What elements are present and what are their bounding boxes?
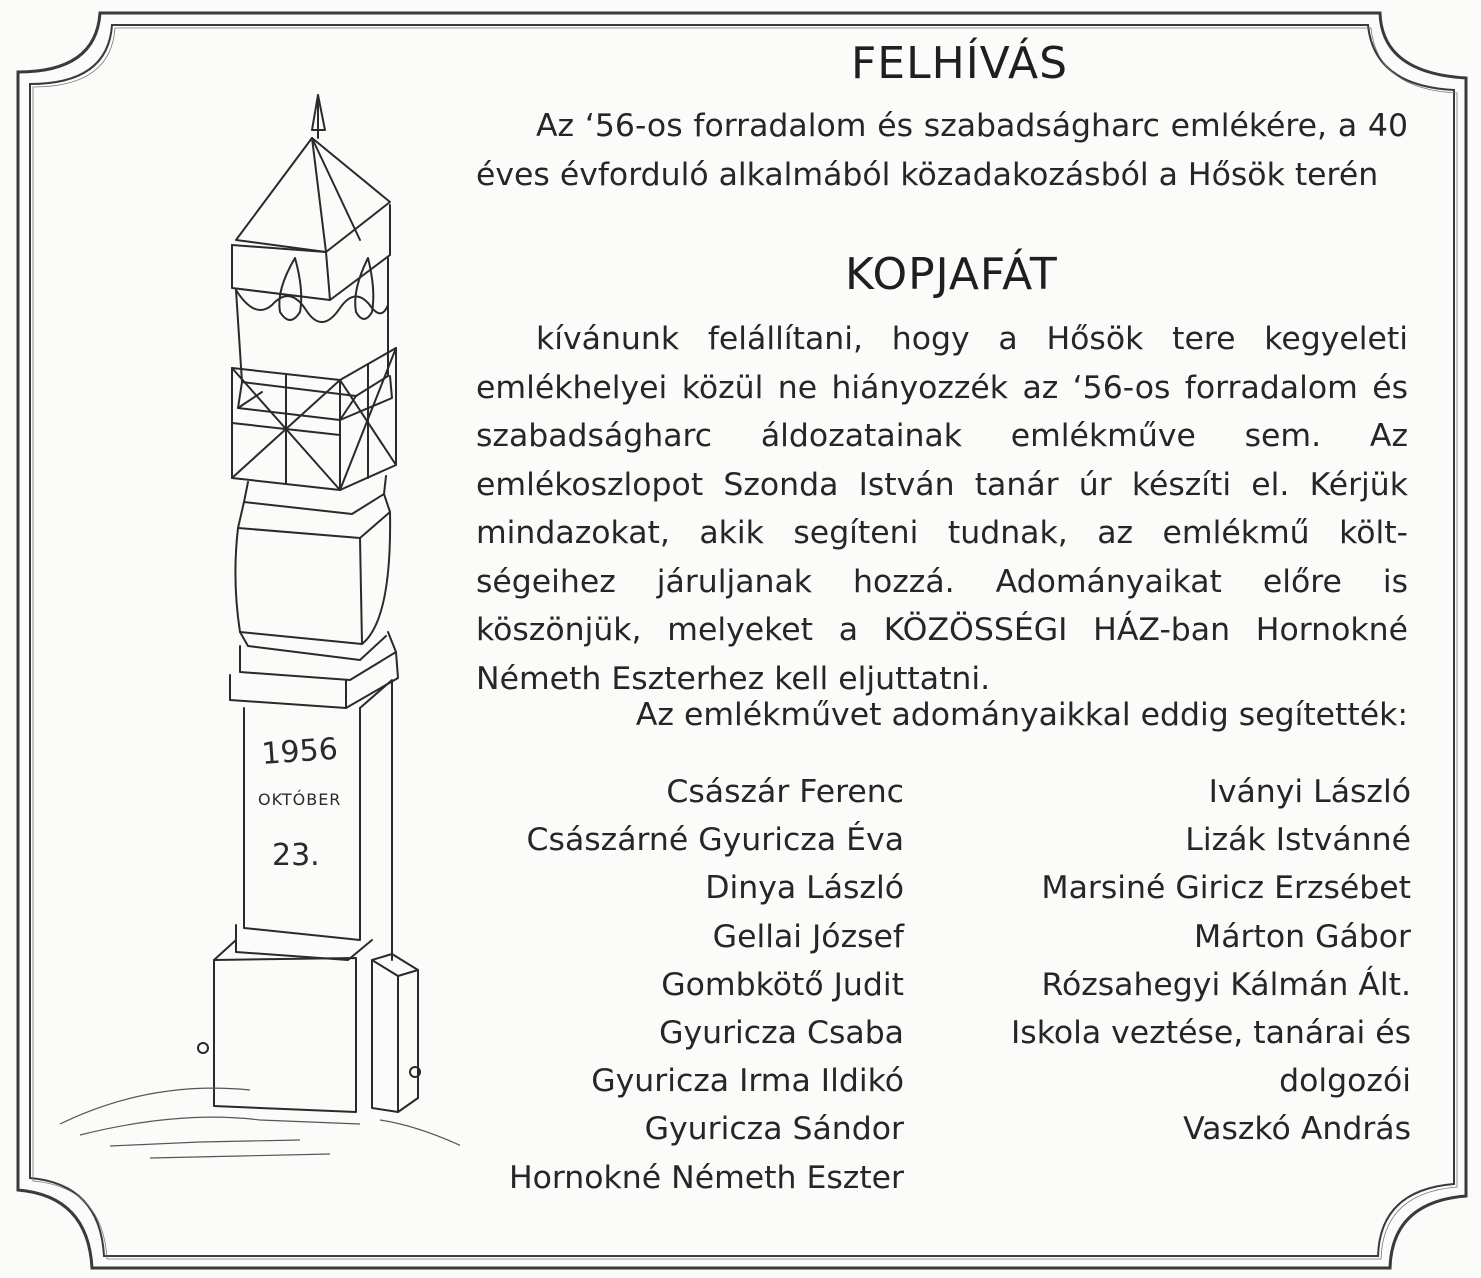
donor-list-right [1011,768,1411,1154]
donor-name: Gyuricza Sándor [644,1111,904,1148]
donor-name: dolgozói [1279,1063,1411,1100]
notice-heading: FELHÍVÁS [851,38,1068,89]
donor-name: Császárné Gyuricza Éva [526,822,904,859]
inscription-month: OKTÓBER [258,790,342,809]
donor-name: Iskola veztése, tanárai és [1011,1015,1411,1052]
donor-name: Lizák Istvánné [1185,822,1411,859]
donor-name: Gyuricza Csaba [659,1015,904,1052]
inscription-year: 1956 [260,731,339,772]
donor-name: Gyuricza Irma Ildikó [591,1063,904,1100]
donor-name: Dinya László [705,870,904,907]
donor-name: Marsiné Giricz Erzsébet [1041,870,1411,907]
donor-name: Császár Ferenc [666,774,904,810]
donor-name: Márton Gábor [1194,918,1411,955]
donor-name: Vaszkó András [1183,1111,1411,1148]
donor-list-left [509,768,904,1202]
inscription-day: 23. [272,838,320,873]
donor-name: Hornokné Németh Eszter [508,1159,904,1196]
donor-name: Gombkötő Judit [661,966,904,1003]
intro-paragraph: Az ‘56-os forradalom és szabadságharc emlékére, a 40 éves évforduló alkalmából közadakozásból a Hősök terén [476,108,1408,193]
kopjafa-heading: KOPJAFÁT [845,249,1058,300]
donor-name: Iványi László [1208,774,1411,810]
body-paragraph: kívánunk felállítani, hogy a Hősök tere kegyeleti emlékhelyei közül ne hiányozzék az ‘56-os forradalom és szabadságharc áldozatainak emlékműve sem. Az emlékoszlopot Szonda István tanár úr készíti el. Kérjük mindazokat, akik segíteni tudnak, az emlékmű költ-ségeihez járuljanak hozzá. Adományaikat előre is köszönjük, melyeket a KÖZÖSSÉGI HÁZ-ban Hornokné Németh Eszterhez kell eljuttatni. [476,321,1408,697]
kopjafa-drawing [0,80,460,1240]
donor-name: Rózsahegyi Kálmán Ált. [1041,966,1411,1003]
donor-name: Gellai József [712,918,904,955]
donor-credit-line: Az emlékművet adományaikkal eddig segítették: [635,697,1408,733]
